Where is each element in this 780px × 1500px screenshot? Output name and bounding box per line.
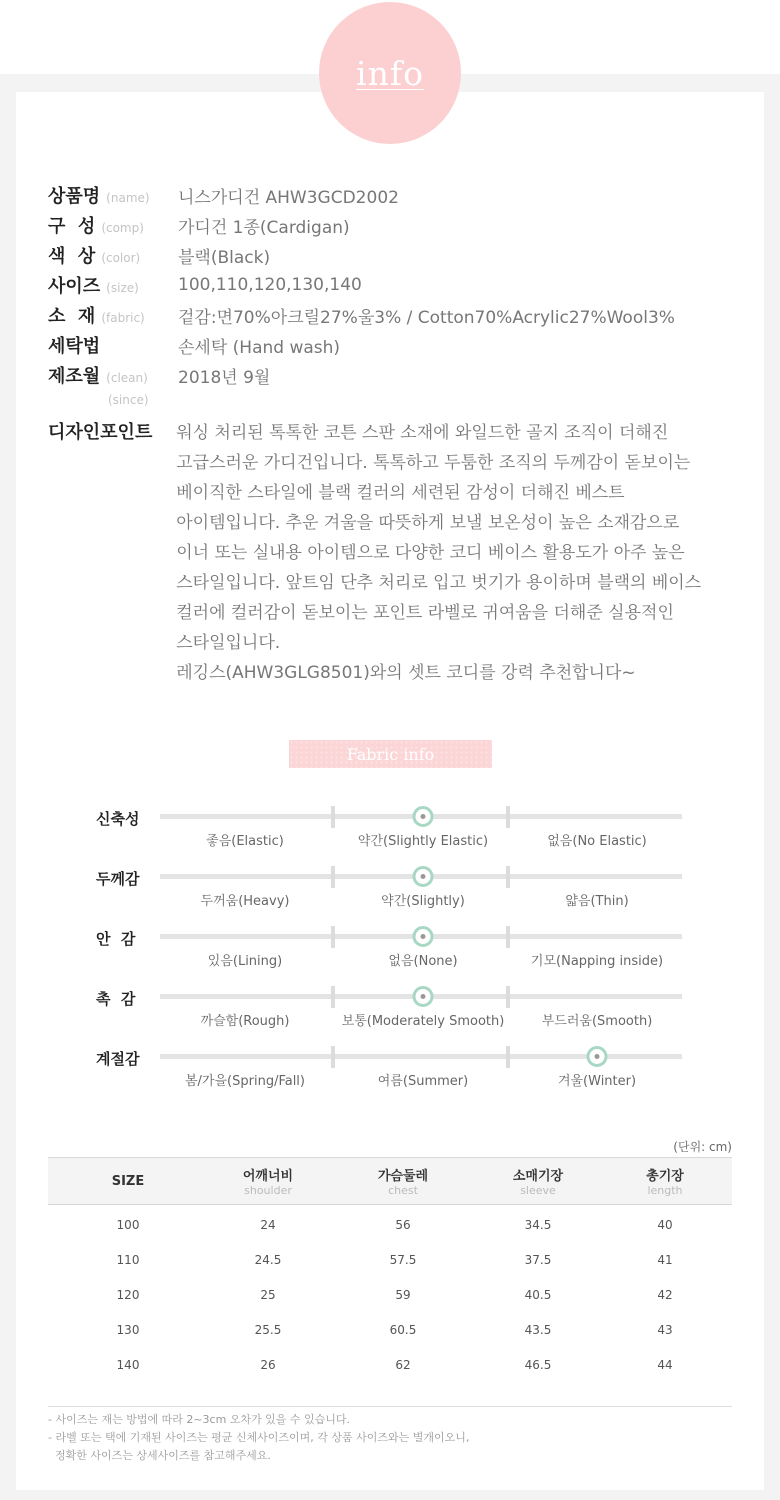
fabric-option: 좋음(Elastic): [206, 834, 284, 849]
fabric-scale-tick: [331, 866, 335, 888]
table-cell: 62: [395, 1357, 411, 1372]
fabric-row-label: 신축성: [96, 810, 140, 828]
fabric-option: 약간(Slightly): [381, 894, 465, 909]
spec-row-date: [48, 360, 768, 390]
table-cell: 40: [657, 1217, 673, 1232]
spec-value: 가디건 1종(Cardigan): [178, 217, 350, 238]
table-cell: 34.5: [524, 1217, 552, 1232]
spec-row-fabric: [48, 300, 768, 330]
fabric-selected-marker: [587, 1046, 608, 1067]
table-divider: [48, 1406, 732, 1407]
col-header: 가슴둘레: [377, 1169, 429, 1184]
fabric-row-label: 두께감: [96, 870, 140, 888]
spec-label-en: (fabric): [101, 311, 145, 325]
fabric-option: 없음(No Elastic): [547, 834, 647, 849]
table-cell: 25: [260, 1287, 276, 1302]
info-badge: [319, 2, 461, 144]
design-line: 스타일입니다. 앞트임 단추 처리로 입고 벗기가 용이하며 블랙의 베이스: [176, 573, 702, 593]
table-cell: 26: [260, 1357, 276, 1372]
table-cell: 37.5: [524, 1252, 552, 1267]
fabric-row: [0, 920, 780, 980]
fabric-option: 보통(Moderately Smooth): [341, 1014, 505, 1029]
fabric-row-label: 계절감: [96, 1050, 140, 1068]
fabric-scale-tick: [331, 1046, 335, 1068]
fabric-selected-marker: [413, 926, 434, 947]
design-line: 이너 또는 실내용 아이템으로 다양한 코디 베이스 활용도가 아주 높은: [176, 543, 685, 563]
fabric-scale-tick: [506, 1046, 510, 1068]
design-line: 베이직한 스타일에 블랙 컬러의 세련된 감성이 더해진 베스트: [176, 483, 625, 503]
table-cell: 40.5: [524, 1287, 552, 1302]
fabric-scale-tick: [506, 926, 510, 948]
table-cell: 24: [260, 1217, 276, 1232]
spec-label: 소 재: [48, 306, 96, 327]
fabric-option: 없음(None): [388, 954, 458, 969]
fabric-selected-marker: [413, 866, 434, 887]
col-shoulder: [208, 1158, 328, 1204]
spec-label-en: (size): [106, 281, 139, 295]
col-header: 총기장: [646, 1169, 684, 1184]
design-line: 고급스러운 가디건입니다. 톡톡하고 두툼한 조직의 두께감이 돋보이는: [176, 453, 691, 473]
spec-row-wash: [48, 330, 768, 360]
table-cell: 42: [657, 1287, 673, 1302]
fabric-scale-tick: [331, 986, 335, 1008]
table-cell: 140: [116, 1357, 140, 1372]
spec-row-size: [48, 270, 768, 300]
spec-value: 블랙(Black): [178, 247, 271, 268]
spec-value: 겉감:면70%아크릴27%울3% / Cotton70%Acrylic27%Wool3%: [178, 307, 675, 328]
table-row: [48, 1242, 732, 1277]
fabric-option: 있음(Lining): [207, 954, 283, 969]
fabric-option: 약간(Slightly Elastic): [357, 834, 489, 849]
fabric-info-title: Fabric info: [346, 744, 435, 764]
fabric-scale-tick: [331, 806, 335, 828]
fabric-scale-tick: [506, 986, 510, 1008]
table-cell: 43: [657, 1322, 673, 1337]
table-cell: 110: [116, 1252, 140, 1267]
table-row: [48, 1347, 732, 1382]
fabric-scale-tick: [506, 806, 510, 828]
fabric-option: 여름(Summer): [377, 1074, 469, 1089]
spec-row-name: [48, 180, 768, 210]
fabric-selected-marker: [413, 806, 434, 827]
spec-label: 사이즈: [48, 276, 101, 297]
spec-value: 손세탁 (Hand wash): [178, 337, 341, 358]
col-size: [48, 1158, 208, 1204]
design-point: [48, 418, 768, 688]
size-table: [48, 1157, 732, 1382]
table-cell: 44: [657, 1357, 673, 1372]
fabric-scale-tick: [331, 926, 335, 948]
spec-label-en: (color): [101, 251, 141, 265]
table-row: [48, 1312, 732, 1347]
design-line: 레깅스(AHW3GLG8501)와의 셋트 코디를 강력 추천합니다~: [176, 663, 636, 683]
fabric-row-label: 안 감: [96, 930, 136, 948]
col-header-en: shoulder: [244, 1184, 292, 1197]
fabric-option: 두꺼움(Heavy): [200, 894, 290, 909]
spec-value: 니스가디건 AHW3GCD2002: [178, 187, 399, 208]
table-cell: 24.5: [254, 1252, 282, 1267]
table-cell: 41: [657, 1252, 673, 1267]
fabric-row: [0, 800, 780, 860]
size-table-body: [48, 1205, 732, 1382]
fabric-scale-tick: [506, 866, 510, 888]
design-line: 워싱 처리된 톡톡한 코튼 스판 소재에 와일드한 골지 조직이 더해진: [176, 423, 669, 443]
col-header: SIZE: [111, 1173, 145, 1189]
size-table-header: [48, 1157, 732, 1205]
spec-label: 색 상: [48, 246, 96, 267]
size-notes: [48, 1411, 748, 1465]
col-length: [598, 1158, 732, 1204]
spec-label-en: (clean): [106, 371, 148, 385]
table-cell: 43.5: [524, 1322, 552, 1337]
fabric-option: 얇음(Thin): [565, 894, 629, 909]
col-header: 어깨너비: [242, 1169, 294, 1184]
info-badge-text: info: [356, 53, 424, 93]
spec-label-en: (name): [106, 191, 150, 205]
fabric-row: [0, 860, 780, 920]
fabric-option: 겨울(Winter): [557, 1074, 637, 1089]
spec-value: 100,110,120,130,140: [178, 275, 362, 295]
since-label: (since): [108, 393, 149, 407]
col-header-en: chest: [388, 1184, 418, 1197]
table-cell: 130: [116, 1322, 140, 1337]
fabric-option: 기모(Napping inside): [530, 954, 664, 969]
spec-value: 2018년 9월: [178, 367, 271, 388]
fabric-info-scale: [0, 800, 780, 1100]
col-header-en: length: [647, 1184, 683, 1197]
spec-label: 상품명: [48, 186, 101, 207]
table-cell: 60.5: [389, 1322, 417, 1337]
spec-label: 구 성: [48, 216, 96, 237]
spec-row-color: [48, 240, 768, 270]
size-unit: (단위: cm): [673, 1140, 732, 1154]
design-line: 컬러에 컬러감이 돋보이는 포인트 라벨로 귀여움을 더해준 실용적인: [176, 603, 674, 623]
note-line: - 사이즈는 재는 방법에 따라 2~3cm 오차가 있을 수 있습니다.: [48, 1413, 351, 1426]
fabric-option: 부드러움(Smooth): [541, 1014, 653, 1029]
table-cell: 56: [395, 1217, 411, 1232]
fabric-row: [0, 1040, 780, 1100]
fabric-row-label: 촉 감: [96, 990, 136, 1008]
table-cell: 59: [395, 1287, 411, 1302]
fabric-selected-marker: [413, 986, 434, 1007]
note-line: - 라벨 또는 택에 기재된 사이즈는 평균 신체사이즈이며, 각 상품 사이즈와는 별개이오니,: [48, 1431, 470, 1444]
fabric-option: 봄/가을(Spring/Fall): [184, 1074, 306, 1089]
table-row: [48, 1277, 732, 1312]
table-row: [48, 1207, 732, 1242]
fabric-info-header: [289, 740, 492, 768]
design-line: 스타일입니다.: [176, 633, 281, 653]
spec-label: 제조월: [48, 366, 101, 387]
product-spec: [48, 180, 768, 390]
table-cell: 120: [116, 1287, 140, 1302]
design-point-text: [176, 418, 768, 688]
fabric-option: 까슬함(Rough): [200, 1014, 290, 1029]
design-point-label: 디자인포인트: [48, 422, 153, 443]
design-line: 아이템입니다. 추운 겨울을 따뜻하게 보낼 보온성이 높은 소재감으로: [176, 513, 680, 533]
fabric-row: [0, 980, 780, 1040]
note-line: 정확한 사이즈는 상세사이즈를 참고해주세요.: [48, 1449, 271, 1462]
table-cell: 25.5: [254, 1322, 282, 1337]
col-chest: [328, 1158, 478, 1204]
table-cell: 46.5: [524, 1357, 552, 1372]
col-header: 소매기장: [512, 1169, 564, 1184]
table-cell: 100: [116, 1217, 140, 1232]
spec-label: 세탁법: [48, 336, 101, 357]
col-header-en: sleeve: [520, 1184, 556, 1197]
col-sleeve: [478, 1158, 598, 1204]
spec-row-comp: [48, 210, 768, 240]
spec-label-en: (comp): [101, 221, 144, 235]
table-cell: 57.5: [389, 1252, 417, 1267]
